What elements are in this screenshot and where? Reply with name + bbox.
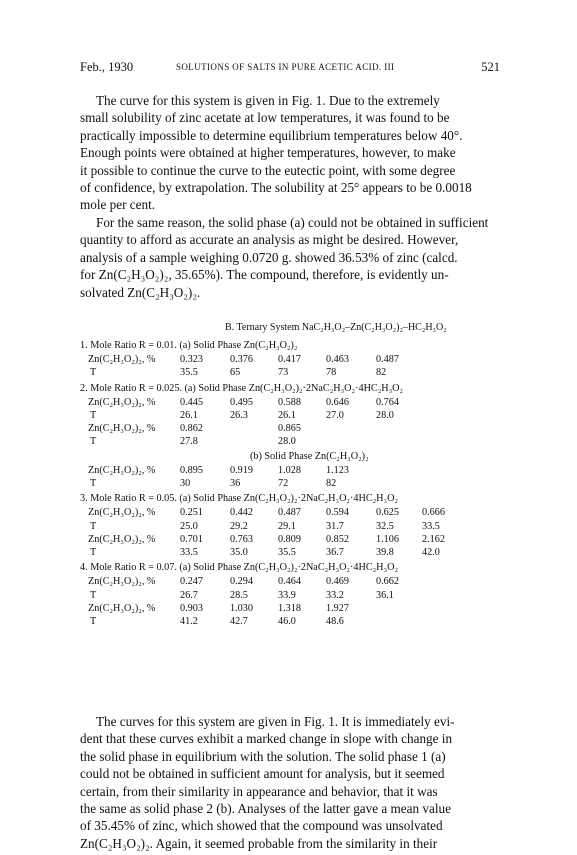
table-cell: 29.1: [278, 520, 296, 532]
text-line: it possible to continue the curve to the eutectic point, with some degree: [80, 162, 456, 178]
text-line: the solid phase in equilibrium with the solution. The solid phase 1 (a): [80, 748, 446, 764]
header-date: Feb., 1930: [80, 60, 134, 74]
table-cell: 72: [278, 478, 289, 489]
text-line: For the same reason, the solid phase (a) could not be obtained in sufficient: [96, 215, 489, 230]
table-cell: 28.0: [376, 410, 394, 421]
table-cell: 78: [326, 367, 337, 379]
text-line: Zn(C₂H₃O₂)₂. Again, it seemed probable from the similarity in their: [80, 835, 438, 851]
table-cell: 0.323: [180, 354, 203, 366]
table-cell: 73: [278, 367, 289, 379]
row-label-temperature: T: [90, 547, 97, 558]
table-cell: 0.919: [230, 464, 253, 476]
row-label-temperature: T: [90, 616, 97, 627]
table-cell: 0.646: [326, 396, 349, 408]
row-label-zinc-acetate: Zn(C₂H₃O₂)₂, %: [88, 507, 156, 519]
text-line: of confidence, by extrapolation. The solubility at 25° appears to be 0.0018: [80, 180, 472, 196]
text-line: certain, from their similarity in appearance and behavior, that it was: [80, 783, 438, 799]
table-cell: 36: [230, 478, 241, 489]
row-label-zinc-acetate: Zn(C₂H₃O₂)₂, %: [88, 354, 156, 366]
text-line: analysis of a sample weighing 0.0720 g. showed 36.53% of zinc (calcd.: [80, 249, 458, 265]
table-cell: 33.2: [326, 589, 344, 601]
table-cell: 0.764: [376, 396, 399, 408]
table-cell: 0.862: [180, 423, 203, 435]
table-cell: 0.903: [180, 602, 203, 614]
text-line: The curves for this system are given in Fig. 1. It is immediately evi-: [96, 714, 455, 729]
table-cell: 26.1: [180, 410, 198, 421]
table-cell: 26.3: [230, 410, 248, 421]
table-cell: 0.294: [230, 576, 253, 588]
table-cell: 1.030: [230, 602, 253, 614]
table-cell: 0.464: [278, 576, 301, 588]
row-label-temperature: T: [90, 520, 97, 532]
section-heading: 2. Mole Ratio R = 0.025. (a) Solid Phase Zn(C₂H₃O₂)₂·2NaC₂H₃O₂·4HC₂H₃O₂: [80, 382, 404, 394]
table-cell: 33.5: [422, 520, 440, 532]
table-cell: 0.625: [376, 507, 399, 519]
row-label-zinc-acetate: Zn(C₂H₃O₂)₂, %: [88, 464, 156, 476]
text-line: quantity to afford as accurate an analysis as might be desired. However,: [80, 232, 459, 248]
table-cell: 30: [180, 478, 191, 489]
table-cell: 27.0: [326, 410, 344, 421]
table-cell: 1.318: [278, 602, 301, 614]
ternary-system-table: [80, 322, 510, 722]
table-cell: 0.594: [326, 507, 349, 519]
row-label-temperature: T: [90, 410, 97, 421]
table-cell: 25.0: [180, 520, 198, 532]
row-label-temperature: T: [90, 589, 97, 601]
table-cell: 42.7: [230, 616, 248, 627]
table-cell: 28.5: [230, 589, 248, 601]
text-line: the same as solid phase 2 (b). Analyses of the latter gave a mean value: [80, 801, 451, 817]
table-cell: 28.0: [278, 436, 296, 448]
table-cell: 31.7: [326, 520, 344, 532]
table-cell: 0.701: [180, 533, 203, 545]
table-cell: 39.8: [376, 547, 394, 558]
text-line: could not be obtained in sufficient amount for analysis, but it seemed: [80, 766, 445, 782]
table-cell: 1.106: [376, 533, 399, 545]
table-cell: 0.495: [230, 396, 253, 408]
table-cell: 0.487: [376, 354, 399, 366]
header-running-title: SOLUTIONS OF SALTS IN PURE ACETIC ACID. III: [176, 62, 395, 72]
table-cell: 0.251: [180, 507, 203, 519]
text-line: for Zn(C₂H₃O₂)₂, 35.65%). The compound, therefore, is evidently un-: [80, 267, 449, 283]
table-cell: 26.7: [180, 589, 198, 601]
text-line: small solubility of zinc acetate at low temperatures, it was found to be: [80, 110, 450, 126]
table-cell: 29.2: [230, 520, 248, 532]
row-label-zinc-acetate: Zn(C₂H₃O₂)₂, %: [88, 423, 156, 435]
row-label-zinc-acetate: Zn(C₂H₃O₂)₂, %: [88, 576, 156, 588]
text-line: The curve for this system is given in Fig. 1. Due to the extremely: [96, 93, 440, 108]
table-cell: 0.865: [278, 423, 301, 435]
text-line: solvated Zn(C₂H₃O₂)₂.: [80, 284, 201, 300]
section-subheading: (b) Solid Phase Zn(C₂H₃O₂)₂: [250, 450, 369, 462]
row-label-temperature: T: [90, 436, 97, 448]
text-line: of 35.45% of zinc, which showed that the compound was unsolvated: [80, 818, 443, 834]
table-cell: 1.028: [278, 464, 301, 476]
row-label-temperature: T: [90, 478, 97, 489]
table-cell: 48.6: [326, 616, 344, 627]
row-label-temperature: T: [90, 367, 97, 379]
table-cell: 33.9: [278, 589, 296, 601]
table-cell: 41.2: [180, 616, 198, 627]
table-cell: 0.463: [326, 354, 349, 366]
text-line: practically impossible to determine equilibrium temperatures below 40°.: [80, 127, 463, 143]
text-line: Enough points were obtained at higher temperatures, however, to make: [80, 145, 456, 161]
row-label-zinc-acetate: Zn(C₂H₃O₂)₂, %: [88, 533, 156, 545]
table-cell: 0.666: [422, 507, 445, 519]
text-line: dent that these curves exhibit a marked change in slope with change in: [80, 731, 453, 747]
table-cell: 1.123: [326, 464, 349, 476]
table-cell: 32.5: [376, 520, 394, 532]
table-cell: 35.5: [180, 367, 198, 379]
paragraph-solid-phase-analysis: [80, 214, 502, 301]
table-cell: 65: [230, 367, 241, 379]
table-cell: 1.927: [326, 602, 349, 614]
table-cell: 0.588: [278, 396, 301, 408]
table-cell: 82: [376, 367, 387, 379]
table-cell: 46.0: [278, 616, 296, 627]
table-cell: 26.1: [278, 410, 296, 421]
table-cell: 36.1: [376, 589, 394, 601]
row-label-zinc-acetate: Zn(C₂H₃O₂)₂, %: [88, 602, 156, 614]
table-cell: 0.809: [278, 533, 301, 545]
section-heading: 1. Mole Ratio R = 0.01. (a) Solid Phase Zn(C₂H₃O₂)₂: [80, 340, 298, 351]
text-line: mole per cent.: [80, 197, 156, 213]
table-cell: 0.895: [180, 464, 203, 476]
paragraph-curves-discussion: [80, 713, 502, 852]
row-label-zinc-acetate: Zn(C₂H₃O₂)₂, %: [88, 396, 156, 408]
table-cell: 42.0: [422, 547, 440, 558]
table-cell: 35.5: [278, 547, 296, 558]
table-cell: 35.0: [230, 547, 248, 558]
table-cell: 0.417: [278, 354, 301, 366]
table-cell: 0.445: [180, 396, 203, 408]
table-cell: 0.376: [230, 354, 253, 366]
table-cell: 82: [326, 478, 337, 489]
running-header: [80, 60, 500, 76]
page-number: 521: [481, 60, 500, 74]
table-cell: 27.8: [180, 436, 198, 448]
table-cell: 0.662: [376, 576, 399, 588]
table-cell: 0.487: [278, 507, 301, 519]
table-cell: 0.469: [326, 576, 349, 588]
table-cell: 36.7: [326, 547, 344, 558]
table-cell: 33.5: [180, 547, 198, 558]
section-heading: 3. Mole Ratio R = 0.05. (a) Solid Phase Zn(C₂H₃O₂)₂·2NaC₂H₃O₂·4HC₂H₃O₂: [80, 493, 398, 505]
table-cell: 0.442: [230, 507, 253, 519]
section-heading: 4. Mole Ratio R = 0.07. (a) Solid Phase Zn(C₂H₃O₂)₂·2NaC₂H₃O₂·4HC₂H₃O₂: [80, 562, 398, 574]
table-title: B. Ternary System NaC₂H₃O₂–Zn(C₂H₃O₂)₂–HC₂H₃O₂: [225, 322, 447, 333]
table-cell: 2.162: [422, 533, 445, 545]
table-cell: 0.763: [230, 533, 253, 545]
table-cell: 0.247: [180, 576, 203, 588]
table-cell: 0.852: [326, 533, 349, 545]
paragraph-zinc-acetate-curve: [80, 92, 502, 214]
